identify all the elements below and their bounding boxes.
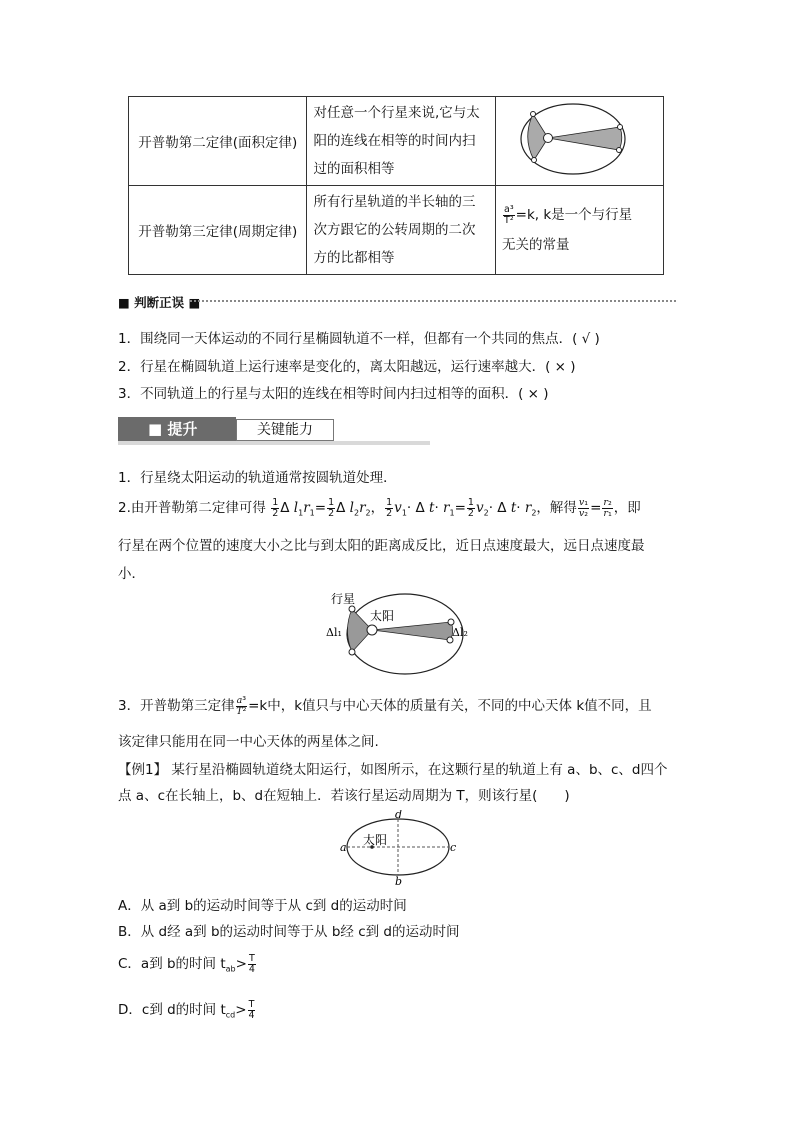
delta-l2-label: Δl₂ xyxy=(452,626,468,639)
point-b-label: b xyxy=(395,875,403,886)
table-row xyxy=(129,97,664,186)
example-orbit-figure xyxy=(336,810,462,886)
area-law-diagram xyxy=(496,98,650,180)
content-line: 所有行星轨道的半长轴的三 xyxy=(313,194,476,210)
planet-label: 行星 xyxy=(331,592,356,606)
delta-l1-label: Δl₁ xyxy=(326,626,342,639)
law-content-cell xyxy=(307,97,496,186)
point-a-label: a xyxy=(340,841,347,854)
option-d[interactable]: D．c到 d的时间 $t_{cd}>$ $\frac{T}{4}$ xyxy=(118,998,255,1021)
example-sun-label: 太阳 xyxy=(363,833,388,847)
point-2-line3: 小． xyxy=(118,566,145,582)
table-row xyxy=(129,186,664,275)
formula-line2: 无关的常量 xyxy=(502,237,570,253)
law-name-cell: 开普勒第三定律(周期定律) xyxy=(129,186,307,275)
sun-label: 太阳 xyxy=(370,609,395,623)
judge-item: 1．围绕同一天体运动的不同行星椭圆轨道不一样，但都有一个共同的焦点．( √ ) xyxy=(118,331,600,347)
option-c[interactable]: C．a到 b的时间 $t_{ab}>$ $\frac{T}{4}$ xyxy=(118,952,255,975)
content-line: 次方跟它的公转周期的二次 xyxy=(313,222,476,238)
content-line: 阳的连线在相等的时间内扫 xyxy=(313,133,476,149)
law-name-cell: 开普勒第二定律(面积定律) xyxy=(129,97,307,186)
content-line: 方的比都相等 xyxy=(313,250,395,266)
option-a[interactable]: A．从 a到 b的运动时间等于从 c到 d的运动时间 xyxy=(118,898,407,914)
kepler-laws-table xyxy=(128,96,664,275)
formula-cell xyxy=(496,186,664,275)
point-c-label: c xyxy=(450,841,457,854)
judge-heading: ■ 判断正误 ■ xyxy=(118,295,201,310)
option-b[interactable]: B．从 d经 a到 b的运动时间等于从 b经 c到 d的运动时间 xyxy=(118,924,460,940)
formula-text: =k, k是一个与行星 xyxy=(515,207,633,223)
banner-subtitle: 关键能力 xyxy=(236,419,334,441)
point-3: 3．开普勒第三定律 $\frac{\text{a³}}{\text{T²}}$ =k中，k值只与中心天体的质量有关，不同的中心天体 k值不同，且 xyxy=(118,694,652,717)
law-content-cell xyxy=(307,186,496,275)
judge-item: 3．不同轨道上的行星与太阳的连线在相等时间内扫过相等的面积．( × ) xyxy=(118,386,549,402)
banner-shadow xyxy=(118,441,430,445)
judge-item: 2．行星在椭圆轨道上运行速率是变化的，离太阳越远，运行速率越大．( × ) xyxy=(118,359,576,375)
content-line: 对任意一个行星来说,它与太 xyxy=(313,105,480,121)
content-line: 过的面积相等 xyxy=(313,161,395,177)
divider xyxy=(190,300,676,302)
example-stem-line2: 点 a、c在长轴上，b、d在短轴上．若该行星运动周期为 T，则该行星( ) xyxy=(118,788,570,804)
area-law-diagram-cell xyxy=(496,97,664,186)
formula-fraction: $\frac{\text{a³}}{\text{T²}}$ xyxy=(504,203,514,226)
planet-orbit-figure xyxy=(325,590,475,680)
section-banner xyxy=(118,417,430,443)
banner-label: ■ 提升 xyxy=(118,417,236,441)
point-d-label: d xyxy=(395,810,403,821)
point-2: 2.由开普勒第二定律可得 $\frac{1}{2}$ Δ $l_1r_1=$ $\frac{1}{2}$ Δ $l_2r_2$， $\frac{1}{2}$ $v_1\cdot \Delta$ $t\cdot r_1=$ $\frac{1}{2}$ $v_2\cdot \Delta$ $t\cdot r_2$，解得 $\frac{\text{v₁}}{\text{v₂}}$ = $\frac{\text{r₂}}{\text{r₁}}$ ，即 xyxy=(118,496,641,519)
point-2-line2: 行星在两个位置的速度大小之比与到太阳的距离成反比，近日点速度最大，远日点速度最 xyxy=(118,538,645,554)
point-1: 1．行星绕太阳运动的轨道通常按圆轨道处理． xyxy=(118,470,397,486)
example-stem-line1: 【例1】 某行星沿椭圆轨道绕太阳运行，如图所示，在这颗行星的轨道上有 a、b、c、d四个 xyxy=(118,762,668,778)
point-3-line2: 该定律只能用在同一中心天体的两星体之间. xyxy=(118,734,379,750)
